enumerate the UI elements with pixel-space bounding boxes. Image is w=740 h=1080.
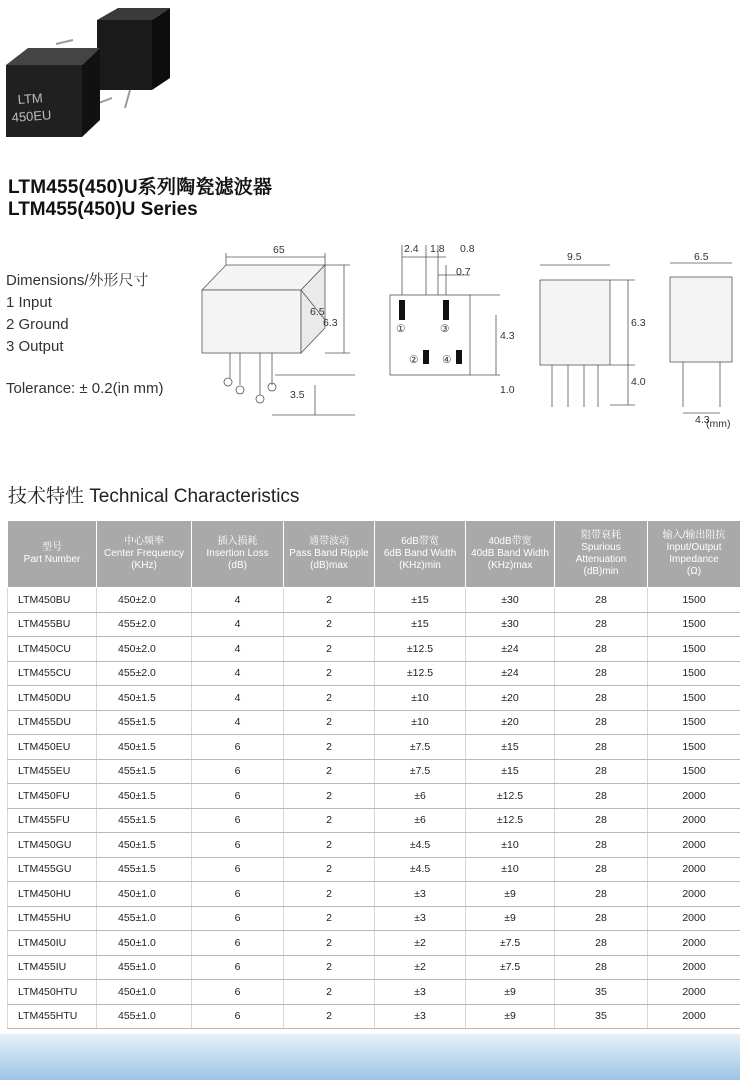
table-cell: 28	[555, 735, 648, 760]
column-header	[648, 521, 740, 588]
table-cell: ±2	[375, 955, 466, 980]
table-row	[8, 661, 740, 686]
tolerance-note: Tolerance: ± 0.2(in mm)	[6, 380, 164, 397]
table-cell: 2	[284, 980, 375, 1005]
page-title-en: LTM455(450)U Series	[8, 199, 198, 220]
table-cell: LTM450HU	[8, 882, 97, 907]
table-cell: 4	[192, 637, 284, 662]
table-cell: ±12.5	[375, 637, 466, 662]
table-row	[8, 857, 740, 882]
table-row	[8, 759, 740, 784]
table-cell: 1500	[648, 686, 740, 711]
table-cell: LTM450GU	[8, 833, 97, 858]
column-header	[8, 521, 97, 588]
dim-iso-height: 6.3	[323, 317, 338, 329]
table-cell: 6	[192, 1004, 284, 1029]
column-header-cn: 6dB带宽	[401, 536, 439, 547]
table-cell: 28	[555, 784, 648, 809]
table-cell: LTM455CU	[8, 661, 97, 686]
dim-pinout-d: 0.7	[456, 266, 471, 278]
table-cell: 28	[555, 857, 648, 882]
column-header	[192, 521, 284, 588]
table-cell: 2	[284, 686, 375, 711]
column-header-unit: (KHz)min	[399, 560, 441, 571]
table-cell: LTM450HTU	[8, 980, 97, 1005]
table-cell: 2000	[648, 857, 740, 882]
table-cell: LTM455BU	[8, 612, 97, 637]
table-cell: 2	[284, 906, 375, 931]
table-row	[8, 808, 740, 833]
table-cell: LTM455IU	[8, 955, 97, 980]
table-body	[8, 588, 740, 1029]
dim-pinout-f: 1.0	[500, 384, 515, 396]
table-cell: 6	[192, 735, 284, 760]
column-header-cn: 通带波动	[309, 536, 349, 547]
table-cell: LTM450EU	[8, 735, 97, 760]
table-cell: 2	[284, 955, 375, 980]
table-cell: 28	[555, 833, 648, 858]
table-cell: ±10	[466, 833, 555, 858]
column-header-unit: (dB)min	[583, 566, 619, 577]
table-cell: LTM450IU	[8, 931, 97, 956]
table-cell: 35	[555, 1004, 648, 1029]
dimensions-legend	[6, 270, 149, 358]
table-row	[8, 980, 740, 1005]
table-cell: LTM455HU	[8, 906, 97, 931]
table-cell: 2000	[648, 906, 740, 931]
column-header-cn: 中心频率	[124, 536, 164, 547]
table-cell: ±7.5	[375, 759, 466, 784]
table-row	[8, 931, 740, 956]
table-cell: ±15	[466, 735, 555, 760]
table-cell: ±9	[466, 882, 555, 907]
characteristics-table	[7, 520, 740, 1029]
table-cell: 1500	[648, 588, 740, 613]
table-cell: 2	[284, 784, 375, 809]
photo-marking-line1: LTM	[17, 90, 44, 107]
table-cell: 2000	[648, 784, 740, 809]
table-cell: 450±1.5	[97, 735, 192, 760]
table-cell: 2	[284, 661, 375, 686]
table-cell: 2000	[648, 980, 740, 1005]
dim-pinout-b: 1.8	[430, 243, 445, 255]
column-header-cn: 阻带衰耗	[581, 530, 621, 541]
table-cell: 2	[284, 931, 375, 956]
table-cell: ±24	[466, 661, 555, 686]
dim-iso-depth: 6.5	[310, 306, 325, 318]
table-cell: ±3	[375, 906, 466, 931]
table-row	[8, 588, 740, 613]
column-header-unit: (dB)max	[310, 560, 348, 571]
table-cell: 450±1.0	[97, 882, 192, 907]
table-cell: 28	[555, 686, 648, 711]
table-cell: 450±2.0	[97, 588, 192, 613]
table-cell: 2000	[648, 1004, 740, 1029]
dim-side-pitch: 4.3	[695, 414, 710, 426]
table-cell: LTM455DU	[8, 710, 97, 735]
table-row	[8, 612, 740, 637]
table-cell: 6	[192, 808, 284, 833]
table-cell: ±3	[375, 980, 466, 1005]
dim-front-pin: 4.0	[631, 376, 646, 388]
table-cell: 2	[284, 857, 375, 882]
table-cell: LTM450FU	[8, 784, 97, 809]
table-cell: 455±1.5	[97, 759, 192, 784]
table-cell: 28	[555, 612, 648, 637]
column-header	[555, 521, 648, 588]
column-header-en: Pass Band Ripple	[289, 548, 369, 559]
table-cell: ±15	[466, 759, 555, 784]
table-cell: 2	[284, 833, 375, 858]
dim-front-width: 9.5	[567, 251, 582, 263]
table-cell: 6	[192, 759, 284, 784]
table-cell: 1500	[648, 735, 740, 760]
table-cell: ±20	[466, 686, 555, 711]
photo-marking-line2: 450EU	[11, 107, 52, 125]
page-title-cn: LTM455(450)U系列陶瓷滤波器	[8, 177, 273, 198]
table-cell: 2	[284, 759, 375, 784]
pinout-marker-4: ④	[442, 354, 452, 366]
table-cell: 2	[284, 1004, 375, 1029]
table-cell: ±10	[375, 686, 466, 711]
column-header-unit: (dB)	[228, 560, 247, 571]
pinout-marker-2: ②	[409, 354, 419, 366]
table-cell: 2000	[648, 955, 740, 980]
table-cell: 28	[555, 710, 648, 735]
table-cell: ±7.5	[375, 735, 466, 760]
table-cell: 2	[284, 808, 375, 833]
column-header-unit: (KHz)max	[487, 560, 533, 571]
table-cell: 455±2.0	[97, 612, 192, 637]
dim-side-width: 6.5	[694, 251, 709, 263]
table-cell: ±6	[375, 784, 466, 809]
table-cell: LTM455GU	[8, 857, 97, 882]
table-cell: ±9	[466, 906, 555, 931]
table-cell: ±7.5	[466, 955, 555, 980]
table-cell: ±30	[466, 612, 555, 637]
table-cell: LTM455FU	[8, 808, 97, 833]
table-cell: 455±2.0	[97, 661, 192, 686]
dim-pinout-a: 2.4	[404, 243, 419, 255]
table-row	[8, 710, 740, 735]
table-cell: ±24	[466, 637, 555, 662]
table-cell: ±2	[375, 931, 466, 956]
footer-band	[0, 1034, 740, 1080]
table-row	[8, 1004, 740, 1029]
table-cell: 2000	[648, 931, 740, 956]
dim-iso-pin: 3.5	[290, 389, 305, 401]
column-header-cn: 插入损耗	[217, 536, 258, 547]
table-cell: 2	[284, 612, 375, 637]
table-cell: 28	[555, 808, 648, 833]
column-header-en: Part Number	[23, 554, 81, 565]
table-cell: LTM455HTU	[8, 1004, 97, 1029]
column-header	[97, 521, 192, 588]
pin-1-label: 1 Input	[6, 294, 52, 311]
table-cell: ±4.5	[375, 857, 466, 882]
table-cell: ±12.5	[375, 661, 466, 686]
table-row	[8, 637, 740, 662]
table-cell: 455±1.0	[97, 906, 192, 931]
table-header-row	[8, 521, 740, 588]
table-cell: 2000	[648, 833, 740, 858]
table-cell: 455±1.0	[97, 1004, 192, 1029]
column-header-en: 6dB Band Width	[383, 548, 457, 559]
table-cell: 2	[284, 735, 375, 760]
dim-pinout-e: 4.3	[500, 330, 515, 342]
table-cell: 455±1.5	[97, 857, 192, 882]
table-cell: 1500	[648, 710, 740, 735]
dim-pinout-c: 0.8	[460, 243, 475, 255]
table-cell: ±12.5	[466, 808, 555, 833]
table-cell: 450±1.0	[97, 980, 192, 1005]
table-cell: 4	[192, 588, 284, 613]
table-cell: ±15	[375, 588, 466, 613]
table-cell: 2	[284, 637, 375, 662]
table-cell: ±20	[466, 710, 555, 735]
table-cell: ±12.5	[466, 784, 555, 809]
table-cell: LTM450CU	[8, 637, 97, 662]
pinout-marker-3: ③	[440, 323, 450, 335]
table-cell: 450±1.5	[97, 784, 192, 809]
table-cell: 455±1.0	[97, 955, 192, 980]
table-cell: 2000	[648, 808, 740, 833]
table-cell: ±7.5	[466, 931, 555, 956]
table-cell: 450±1.0	[97, 931, 192, 956]
table-cell: 4	[192, 612, 284, 637]
table-cell: 6	[192, 784, 284, 809]
column-header	[375, 521, 466, 588]
product-photo	[0, 0, 180, 140]
table-cell: 28	[555, 759, 648, 784]
table-cell: 450±1.5	[97, 833, 192, 858]
table-cell: 1500	[648, 661, 740, 686]
table-row	[8, 906, 740, 931]
table-cell: 6	[192, 931, 284, 956]
table-cell: 455±1.5	[97, 710, 192, 735]
table-cell: 450±1.5	[97, 686, 192, 711]
table-cell: 2	[284, 710, 375, 735]
table-cell: 6	[192, 833, 284, 858]
dim-iso-length: 65	[273, 244, 285, 256]
column-header-cn: 40dB带宽	[488, 536, 532, 547]
table-cell: 28	[555, 906, 648, 931]
column-header	[466, 521, 555, 588]
column-header-en: Spurious Attenuation	[575, 542, 627, 565]
table-cell: LTM450DU	[8, 686, 97, 711]
table-cell: 6	[192, 955, 284, 980]
table-cell: 4	[192, 710, 284, 735]
table-row	[8, 955, 740, 980]
column-header-en: 40dB Band Width	[471, 548, 549, 559]
column-header-unit: (KHz)	[131, 560, 157, 571]
table-cell: 28	[555, 882, 648, 907]
column-header-en: Input/Output Impedance	[666, 542, 722, 565]
table-row	[8, 833, 740, 858]
dim-front-height: 6.3	[631, 317, 646, 329]
table-cell: 2	[284, 882, 375, 907]
column-header-en: Insertion Loss	[206, 548, 269, 559]
table-cell: 455±1.5	[97, 808, 192, 833]
table-cell: 2	[284, 588, 375, 613]
column-header-unit: (Ω)	[686, 566, 702, 577]
table-cell: 1500	[648, 612, 740, 637]
table-cell: LTM450BU	[8, 588, 97, 613]
table-cell: 35	[555, 980, 648, 1005]
table-row	[8, 882, 740, 907]
column-header	[284, 521, 375, 588]
table-cell: ±3	[375, 882, 466, 907]
table-cell: 450±2.0	[97, 637, 192, 662]
dimension-drawings	[180, 235, 740, 435]
table-cell: 4	[192, 661, 284, 686]
table-cell: ±10	[466, 857, 555, 882]
pinout-marker-1: ①	[396, 323, 406, 335]
column-header-en: Center Frequency	[103, 548, 185, 559]
table-cell: ±6	[375, 808, 466, 833]
pin-3-label: 3 Output	[6, 338, 64, 355]
table-cell: 6	[192, 857, 284, 882]
dim-side-unit: (mm)	[706, 418, 731, 430]
table-cell: ±30	[466, 588, 555, 613]
table-cell: 1500	[648, 759, 740, 784]
table-cell: ±15	[375, 612, 466, 637]
column-header-cn: 输入/输出阻抗	[662, 530, 726, 541]
table-cell: 1500	[648, 637, 740, 662]
table-row	[8, 686, 740, 711]
table-cell: 28	[555, 588, 648, 613]
table-cell: 6	[192, 882, 284, 907]
table-cell: 28	[555, 637, 648, 662]
dimensions-heading: Dimensions/外形尺寸	[6, 272, 149, 289]
section-title: 技术特性 Technical Characteristics	[8, 486, 300, 507]
table-cell: 28	[555, 661, 648, 686]
table-cell: 6	[192, 980, 284, 1005]
table-cell: ±10	[375, 710, 466, 735]
table-cell: 28	[555, 955, 648, 980]
table-cell: LTM455EU	[8, 759, 97, 784]
table-cell: 4	[192, 686, 284, 711]
table-cell: ±3	[375, 1004, 466, 1029]
table-row	[8, 784, 740, 809]
pin-2-label: 2 Ground	[6, 316, 69, 333]
column-header-cn: 型号	[42, 542, 62, 553]
table-cell: ±9	[466, 980, 555, 1005]
table-cell: 2000	[648, 882, 740, 907]
table-cell: 28	[555, 931, 648, 956]
table-cell: ±4.5	[375, 833, 466, 858]
table-row	[8, 735, 740, 760]
table-cell: ±9	[466, 1004, 555, 1029]
table-cell: 6	[192, 906, 284, 931]
